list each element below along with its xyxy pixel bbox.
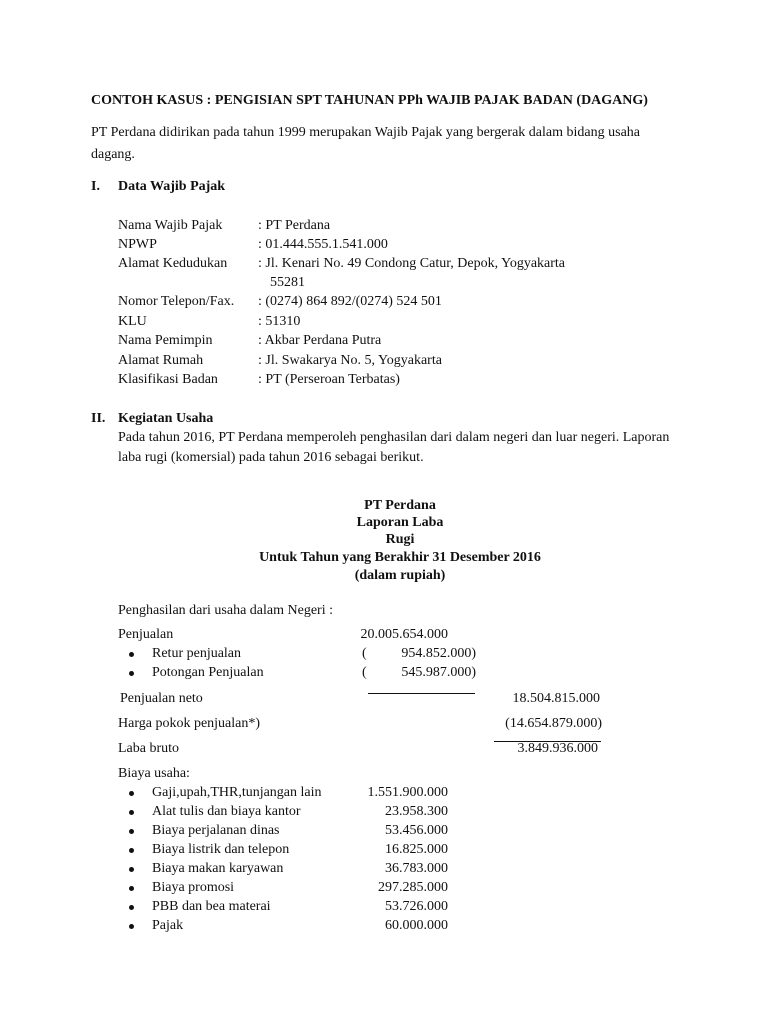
bullet-icon	[129, 671, 134, 676]
deduction-label: Retur penjualan	[152, 646, 242, 661]
field-value: : PT Perdana	[258, 218, 331, 233]
expense-label: Biaya promosi	[152, 880, 235, 895]
cogs-label: Harga pokok penjualan*)	[118, 716, 261, 731]
expenses-label: Biaya usaha:	[118, 766, 190, 781]
section-1-number: I.	[91, 179, 100, 194]
expense-value: 36.783.000	[385, 861, 448, 876]
gross-profit-value: 3.849.936.000	[517, 741, 598, 756]
deduction-paren: (	[362, 646, 367, 661]
report-title-2: Rugi	[385, 532, 415, 547]
section-2-number: II.	[91, 411, 106, 426]
gross-profit-label: Laba bruto	[118, 741, 180, 756]
deduction-value: 545.987.000)	[401, 665, 476, 680]
income-label: Penghasilan dari usaha dalam Negeri :	[118, 603, 333, 618]
intro-line-2: dagang.	[91, 147, 135, 162]
report-company: PT Perdana	[364, 498, 436, 513]
section-2-text-2: laba rugi (komersial) pada tahun 2016 sebagai berikut.	[118, 450, 424, 465]
field-value: : PT (Perseroan Terbatas)	[258, 372, 400, 387]
sales-value: 20.005.654.000	[360, 627, 448, 642]
bullet-icon	[129, 829, 134, 834]
subtotal-divider	[368, 693, 475, 694]
document-title: CONTOH KASUS : PENGISIAN SPT TAHUNAN PPh WAJIB PAJAK BADAN (DAGANG)	[91, 93, 648, 108]
expense-label: Pajak	[152, 918, 184, 933]
net-sales-value: 18.504.815.000	[512, 691, 600, 706]
field-value: : 01.444.555.1.541.000	[258, 237, 388, 252]
expense-value: 53.726.000	[385, 899, 448, 914]
section-2-heading: Kegiatan Usaha	[118, 411, 214, 426]
field-label: Klasifikasi Badan	[118, 372, 218, 387]
expense-label: Alat tulis dan biaya kantor	[152, 804, 301, 819]
field-value: : 51310	[258, 314, 301, 329]
cogs-value: (14.654.879.000)	[505, 716, 602, 731]
field-value-continued: 55281	[270, 275, 305, 290]
deduction-paren: (	[362, 665, 367, 680]
expense-label: PBB dan bea materai	[152, 899, 271, 914]
deduction-value: 954.852.000)	[401, 646, 476, 661]
bullet-icon	[129, 924, 134, 929]
field-label: Nama Wajib Pajak	[118, 218, 223, 233]
section-2-text-1: Pada tahun 2016, PT Perdana memperoleh penghasilan dari dalam negeri dan luar negeri. Laporan	[118, 430, 670, 445]
field-label: Nama Pemimpin	[118, 333, 213, 348]
report-title-1: Laporan Laba	[356, 515, 444, 530]
expense-label: Biaya listrik dan telepon	[152, 842, 290, 857]
bullet-icon	[129, 848, 134, 853]
report-period: Untuk Tahun yang Berakhir 31 Desember 2016	[259, 550, 541, 565]
field-value: : (0274) 864 892/(0274) 524 501	[258, 294, 442, 309]
field-label: Alamat Kedudukan	[118, 256, 228, 271]
bullet-icon	[129, 791, 134, 796]
expense-label: Biaya perjalanan dinas	[152, 823, 280, 838]
field-label: Nomor Telepon/Fax.	[118, 294, 235, 309]
field-label: NPWP	[118, 237, 157, 252]
field-value: : Akbar Perdana Putra	[258, 333, 382, 348]
expense-value: 53.456.000	[385, 823, 448, 838]
bullet-icon	[129, 810, 134, 815]
field-value: : Jl. Kenari No. 49 Condong Catur, Depok, Yogyakarta	[258, 256, 566, 271]
expense-label: Gaji,upah,THR,tunjangan lain	[152, 785, 322, 800]
expense-label: Biaya makan karyawan	[152, 861, 284, 876]
expense-value: 23.958.300	[385, 804, 448, 819]
sales-label: Penjualan	[118, 627, 174, 642]
report-currency: (dalam rupiah)	[354, 568, 446, 583]
section-1-heading: Data Wajib Pajak	[118, 179, 226, 194]
expense-value: 60.000.000	[385, 918, 448, 933]
field-value: : Jl. Swakarya No. 5, Yogyakarta	[258, 353, 442, 368]
field-label: KLU	[118, 314, 147, 329]
field-label: Alamat Rumah	[118, 353, 204, 368]
expense-value: 16.825.000	[385, 842, 448, 857]
expense-value: 1.551.900.000	[367, 785, 448, 800]
bullet-icon	[129, 886, 134, 891]
bullet-icon	[129, 905, 134, 910]
bullet-icon	[129, 867, 134, 872]
deduction-label: Potongan Penjualan	[152, 665, 264, 680]
intro-line-1: PT Perdana didirikan pada tahun 1999 merupakan Wajib Pajak yang bergerak dalam bidang usaha	[91, 125, 640, 140]
bullet-icon	[129, 652, 134, 657]
expense-value: 297.285.000	[378, 880, 448, 895]
net-sales-label: Penjualan neto	[120, 691, 203, 706]
